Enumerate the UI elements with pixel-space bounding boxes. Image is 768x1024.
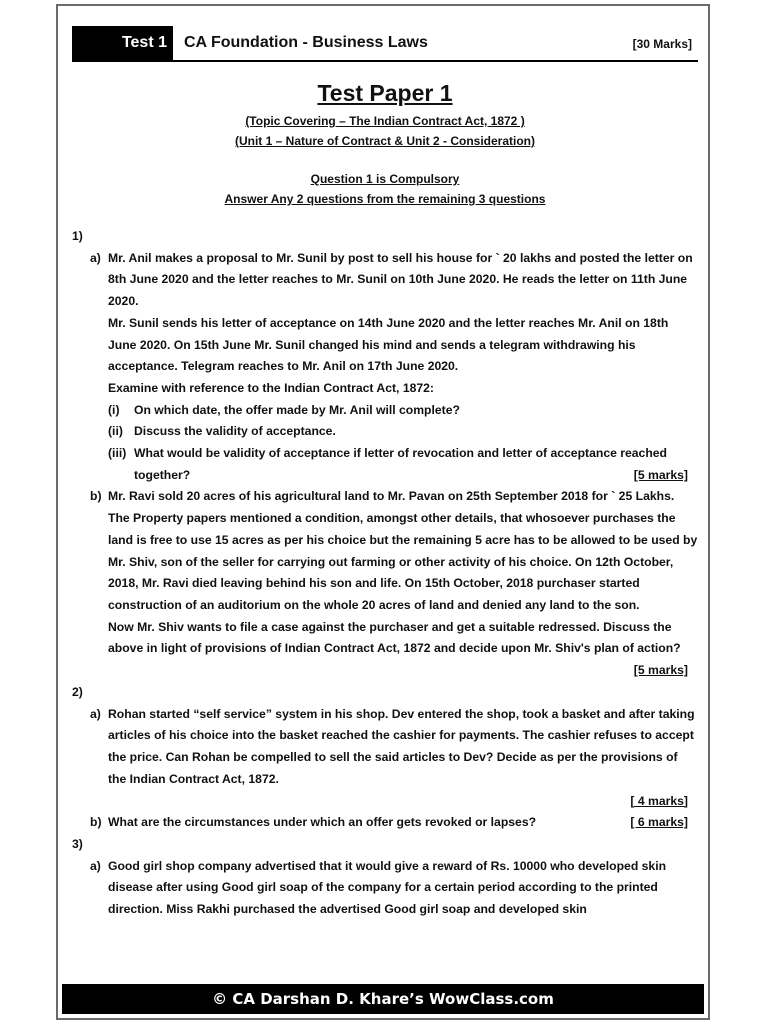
paragraph-text: Now Mr. Shiv wants to file a case against the purchaser and get a suitable redressed. Discuss the above in light of provisions of Indian Contract Act, 1872 and decide upon Mr. Shiv's plan of action? [108, 619, 681, 656]
spacer [72, 660, 698, 682]
questions-body [72, 226, 698, 921]
marks-label: [5 marks] [633, 467, 688, 482]
paragraph: Mr. Sunil sends his letter of acceptance on 14th June 2020 and the letter reaches Mr. Anil on 18th June 2020. On 15th June Mr. Sunil changed his mind and sends a telegram withdrawing his acceptance. Telegram reaches to Mr. Anil on 17th June 2020. [108, 315, 669, 374]
question-number: 1) [72, 229, 83, 243]
sub-question-text: What would be validity of acceptance if letter of revocation and letter of acceptance reached together? [134, 446, 668, 482]
sub-question [72, 400, 698, 422]
sub-question [72, 443, 698, 486]
paragraph: Good girl shop company advertised that it would give a reward of Rs. 10000 who developed skin disease after using Good girl soap of the company for a certain period according to the printed direction. Miss Rakhi purchased the advertised Good girl soap and developed skin [108, 858, 667, 917]
test-label: Test 1 [72, 26, 173, 60]
question-number: 3) [72, 836, 83, 851]
copyright-footer: © CA Darshan D. Khare’s WowClass.com [62, 984, 704, 1014]
topic-line: (Topic Covering – The Indian Contract Act, 1872 ) [245, 114, 525, 128]
question-part [72, 812, 698, 834]
instruction-note: Answer Any 2 questions from the remaining 3 questions [224, 192, 546, 206]
header-title: CA Foundation - Business Laws [184, 34, 428, 51]
paragraph: What are the circumstances under which an offer gets revoked or lapses? [108, 815, 537, 830]
paragraph: Examine with reference to the Indian Contract Act, 1872: [108, 380, 434, 395]
sub-label: (iii) [108, 446, 127, 461]
total-marks: [30 Marks] [632, 37, 692, 51]
sub-question-text: Discuss the validity of acceptance. [134, 424, 336, 439]
paragraph: Rohan started “self service” system in his shop. Dev entered the shop, took a basket and after taking articles of his choice into the basket reached the cashier for payments. The cashier refuses to accept the price. Can Rohan be compelled to sell the said articles to Dev? Decide as per the provisions of the Indian Contract Act, 1872. [108, 706, 695, 786]
question-part [72, 248, 698, 400]
part-label: a) [90, 858, 101, 873]
marks-label: [5 marks] [633, 663, 688, 678]
units-line: (Unit 1 – Nature of Contract & Unit 2 - Consideration) [234, 134, 535, 148]
paragraph [108, 617, 698, 678]
test-paper-page [56, 4, 710, 1020]
paper-title: Test Paper 1 [317, 80, 453, 106]
question-part [72, 486, 698, 678]
paragraph: Mr. Anil makes a proposal to Mr. Sunil by post to sell his house for ` 20 lakhs and posted the letter on 8th June 2020 and the letter reaches to Mr. Sunil on 10th June 2020. He reads the letter on 11th June 2020. [108, 250, 693, 309]
question-part [72, 704, 698, 791]
part-label: a) [90, 706, 101, 721]
sub-label: (i) [108, 402, 120, 417]
part-label: b) [90, 489, 102, 504]
marks-label: [ 6 marks] [630, 815, 688, 830]
question-number: 2) [72, 685, 83, 700]
marks-label: [ 4 marks] [630, 793, 688, 808]
sub-label: (ii) [108, 424, 123, 439]
page-header [72, 26, 698, 62]
paragraph: Mr. Ravi sold 20 acres of his agricultural land to Mr. Pavan on 25th September 2018 for ` 25 Lakhs. The Property papers mentioned a condition, amongst other details, that whosoever purchases the land is free to use 15 acres as per his choice but the remaining 5 acre has to be allowed to be used by Mr. Shiv, son of the seller for carrying out farming or other activity of his choice. On 12th October, 2018, Mr. Ravi died leaving behind his son and life. On 15th October, 2018 purchaser started construction of an auditorium on the whole 20 acres of land and denied any land to the son. [108, 489, 698, 612]
sub-question-text: On which date, the offer made by Mr. Anil will complete? [134, 402, 460, 417]
part-label: a) [90, 250, 101, 265]
sub-question [72, 421, 698, 443]
compulsory-note: Question 1 is Compulsory [310, 172, 460, 186]
part-label: b) [90, 815, 102, 830]
question-part [72, 856, 698, 921]
